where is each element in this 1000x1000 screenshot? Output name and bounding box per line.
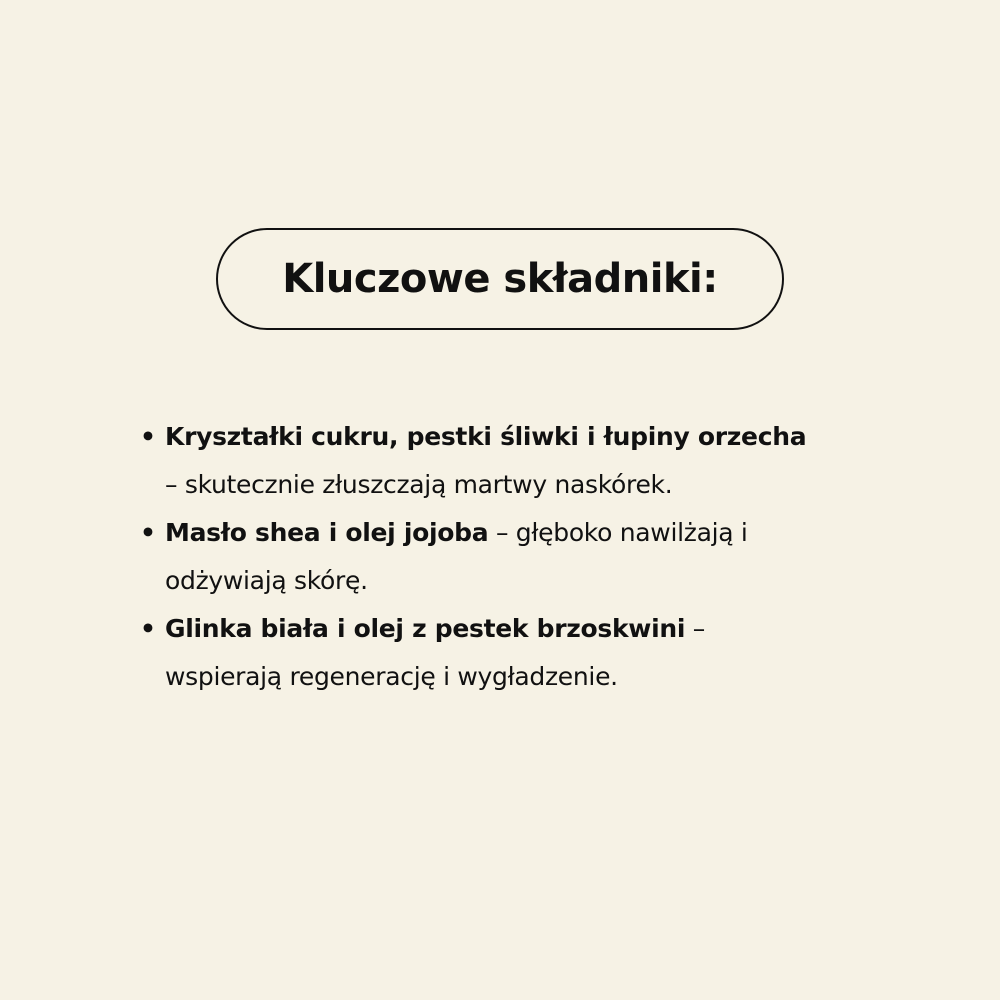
list-item-text: – bbox=[685, 614, 705, 643]
list-item-text: – głęboko nawilżają i bbox=[488, 518, 748, 547]
list-item bbox=[140, 605, 900, 701]
list-item-bold: Glinka biała i olej z pestek brzoskwini bbox=[165, 614, 686, 643]
heading-pill bbox=[216, 228, 784, 330]
heading: Kluczowe składniki: bbox=[282, 256, 718, 302]
bullet: • bbox=[140, 422, 156, 451]
list-item-line-1 bbox=[165, 413, 900, 461]
list-item-line-1 bbox=[165, 605, 900, 653]
list-item-bold: Masło shea i olej jojoba bbox=[165, 518, 489, 547]
list-item-line-1 bbox=[165, 509, 900, 557]
list-item bbox=[140, 509, 900, 605]
ingredients-list bbox=[140, 413, 900, 701]
list-item-bold: Kryształki cukru, pestki śliwki i łupiny orzecha bbox=[165, 422, 807, 451]
bullet: • bbox=[140, 518, 156, 547]
list-item-line-2: wspierają regenerację i wygładzenie. bbox=[165, 662, 618, 691]
list-item-line-2: odżywiają skórę. bbox=[165, 566, 368, 595]
list-item-line-2: – skutecznie złuszczają martwy naskórek. bbox=[165, 470, 673, 499]
list-item bbox=[140, 413, 900, 509]
bullet: • bbox=[140, 614, 156, 643]
